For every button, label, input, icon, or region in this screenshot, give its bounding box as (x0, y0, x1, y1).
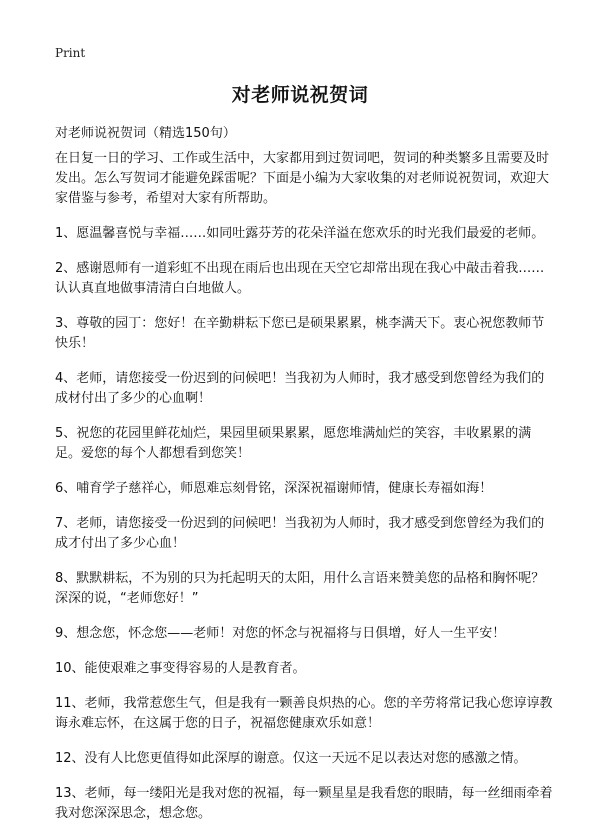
list-item: 6、哺育学子慈祥心，师恩难忘刻骨铭，深深祝福谢师情，健康长寿福如海！ (55, 481, 493, 496)
list-item: 12、没有人比您更值得如此深厚的谢意。仅这一天远不足以表达对您的感激之情。 (55, 751, 527, 766)
list-item: 4、老师，请您接受一份迟到的问候吧！当我初为人师时，我才感受到您曾经为我们的成材付出了多少的心血啊！ (55, 371, 545, 406)
list-item: 7、老师，请您接受一份迟到的问候吧！当我初为人师时，我才感受到您曾经为我们的成才付出了多少心血！ (55, 516, 545, 551)
list-item: 9、想念您，怀念您——老师！对您的怀念与祝福将与日俱增，好人一生平安！ (55, 626, 506, 641)
print-link[interactable]: Print (55, 46, 86, 60)
list-item: 13、老师，每一缕阳光是我对您的祝福，每一颗星星是我看您的眼睛，每一丝细雨牵着我对您深深思念，想念您。 (55, 786, 553, 821)
list-item: 3、尊敬的园丁：您好！在辛勤耕耘下您已是硕果累累，桃李满天下。衷心祝您教师节快乐！ (55, 316, 545, 351)
document-subtitle: 对老师说祝贺词（精选150句） (55, 126, 236, 141)
list-item: 5、祝您的花园里鲜花灿烂，果园里硕果累累，愿您堆满灿烂的笑容，丰收累累的满足。爱您的每个人都想看到您笑！ (55, 426, 532, 461)
list-item: 2、感谢恩师有一道彩虹不出现在雨后也出现在天空它却常出现在我心中敲击着我……认认真直地做事清清白白地做人。 (55, 261, 545, 296)
article-body (55, 149, 553, 839)
page-title: 对老师说祝贺词 (231, 84, 369, 106)
list-item: 1、愿温馨喜悦与幸福……如同吐露芬芳的花朵洋溢在您欢乐的时光我们最爱的老师。 (55, 226, 545, 241)
intro-paragraph: 在日复一日的学习、工作或生活中，大家都用到过贺词吧，贺词的种类繁多且需要及时发出。怎么写贺词才能避免踩雷呢？下面是小编为大家收集的对老师说祝贺词，欢迎大家借鉴与参考，希望对大家有所帮助。 (55, 151, 550, 206)
list-item: 8、默默耕耘，不为别的只为托起明天的太阳，用什么言语来赞美您的品格和胸怀呢？深深的说，“老师您好！” (55, 571, 545, 606)
list-item: 10、能使艰难之事变得容易的人是教育者。 (55, 661, 306, 676)
list-item: 11、老师，我常惹您生气，但是我有一颗善良炽热的心。您的辛劳将常记我心您谆谆教诲永难忘怀，在这属于您的日子，祝福您健康欢乐如意！ (55, 696, 553, 731)
